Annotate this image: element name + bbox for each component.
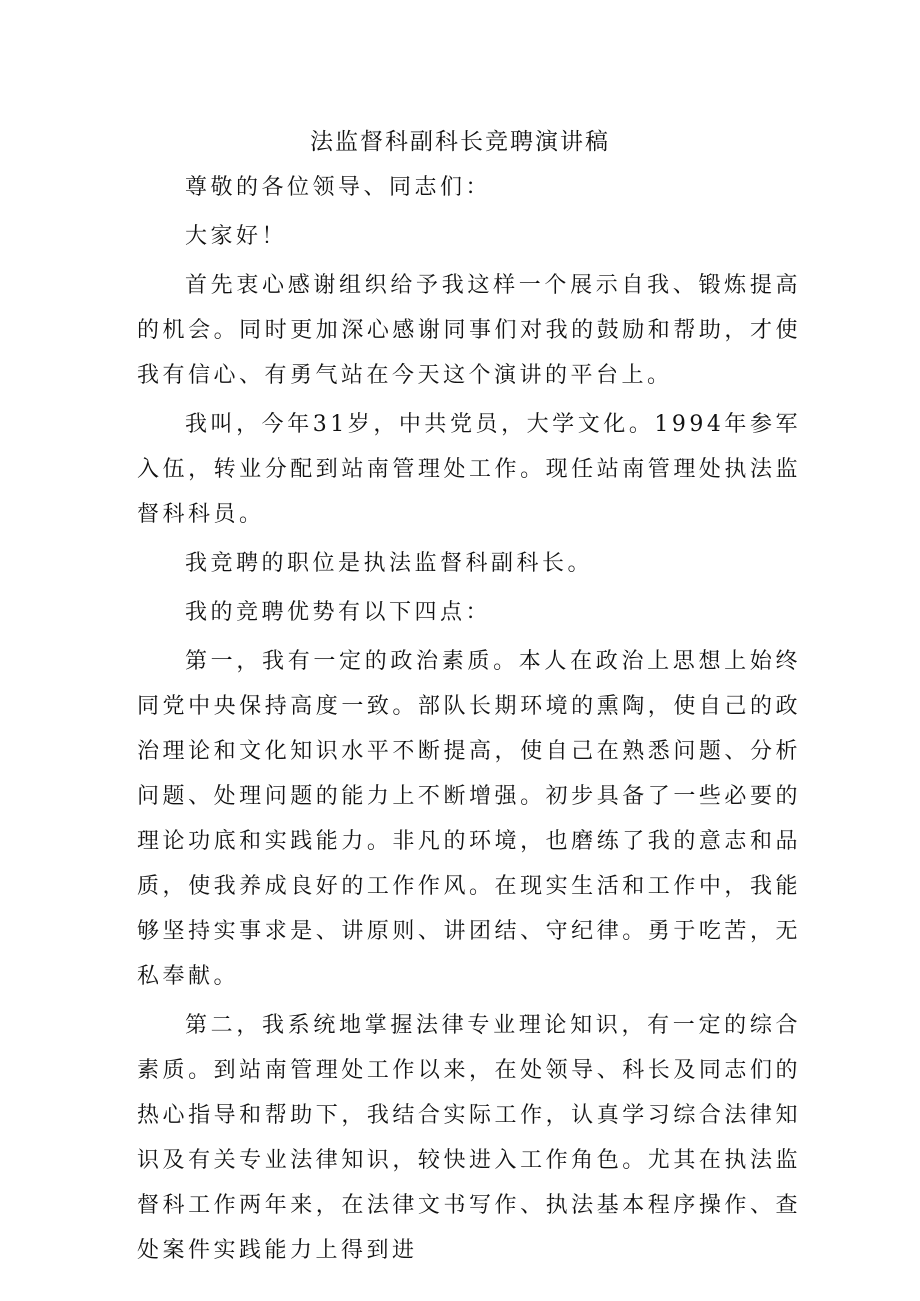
- paragraph-salutation: 尊敬的各位领导、同志们：: [185, 175, 492, 200]
- document-title: 法监督科副科长竞聘演讲稿: [310, 129, 610, 155]
- paragraph-self-introduction: 我叫，今年31岁，中共党员，大学文化。1994年参军入伍，转业分配到站南管理处工作。现任站南管理处执法监督科科员。: [137, 412, 801, 527]
- paragraph-greeting: 大家好！: [185, 224, 288, 249]
- paragraph-advantages-intro: 我的竞聘优势有以下四点：: [185, 600, 492, 625]
- paragraph-target-position: 我竞聘的职位是执法监督科副科长。: [185, 551, 594, 576]
- paragraph-advantage-one: 第一，我有一定的政治素质。本人在政治上思想上始终同党中央保持高度一致。部队长期环境的熏陶，使自己的政治理论和文化知识水平不断提高，使自己在熟悉问题、分析问题、处理问题的能力上不断增强。初步具备了一些必要的理论功底和实践能力。非凡的环境，也磨练了我的意志和品质，使我养成良好的工作作风。在现实生活和工作中，我能够坚持实事求是、讲原则、讲团结、守纪律。勇于吃苦，无私奉献。: [137, 649, 801, 989]
- paragraph-thanks: 首先衷心感谢组织给予我这样一个展示自我、锻炼提高的机会。同时更加深心感谢同事们对我的鼓励和帮助，才使我有信心、有勇气站在今天这个演讲的平台上。: [137, 273, 801, 388]
- document-body: [137, 165, 801, 1277]
- paragraph-advantage-two: 第二，我系统地掌握法律专业理论知识，有一定的综合素质。到站南管理处工作以来，在处领导、科长及同志们的热心指导和帮助下，我结合实际工作，认真学习综合法律知识及有关专业法律知识，较快进入工作角色。尤其在执法监督科工作两年来，在法律文书写作、执法基本程序操作、查处案件实践能力上得到进: [137, 1013, 801, 1263]
